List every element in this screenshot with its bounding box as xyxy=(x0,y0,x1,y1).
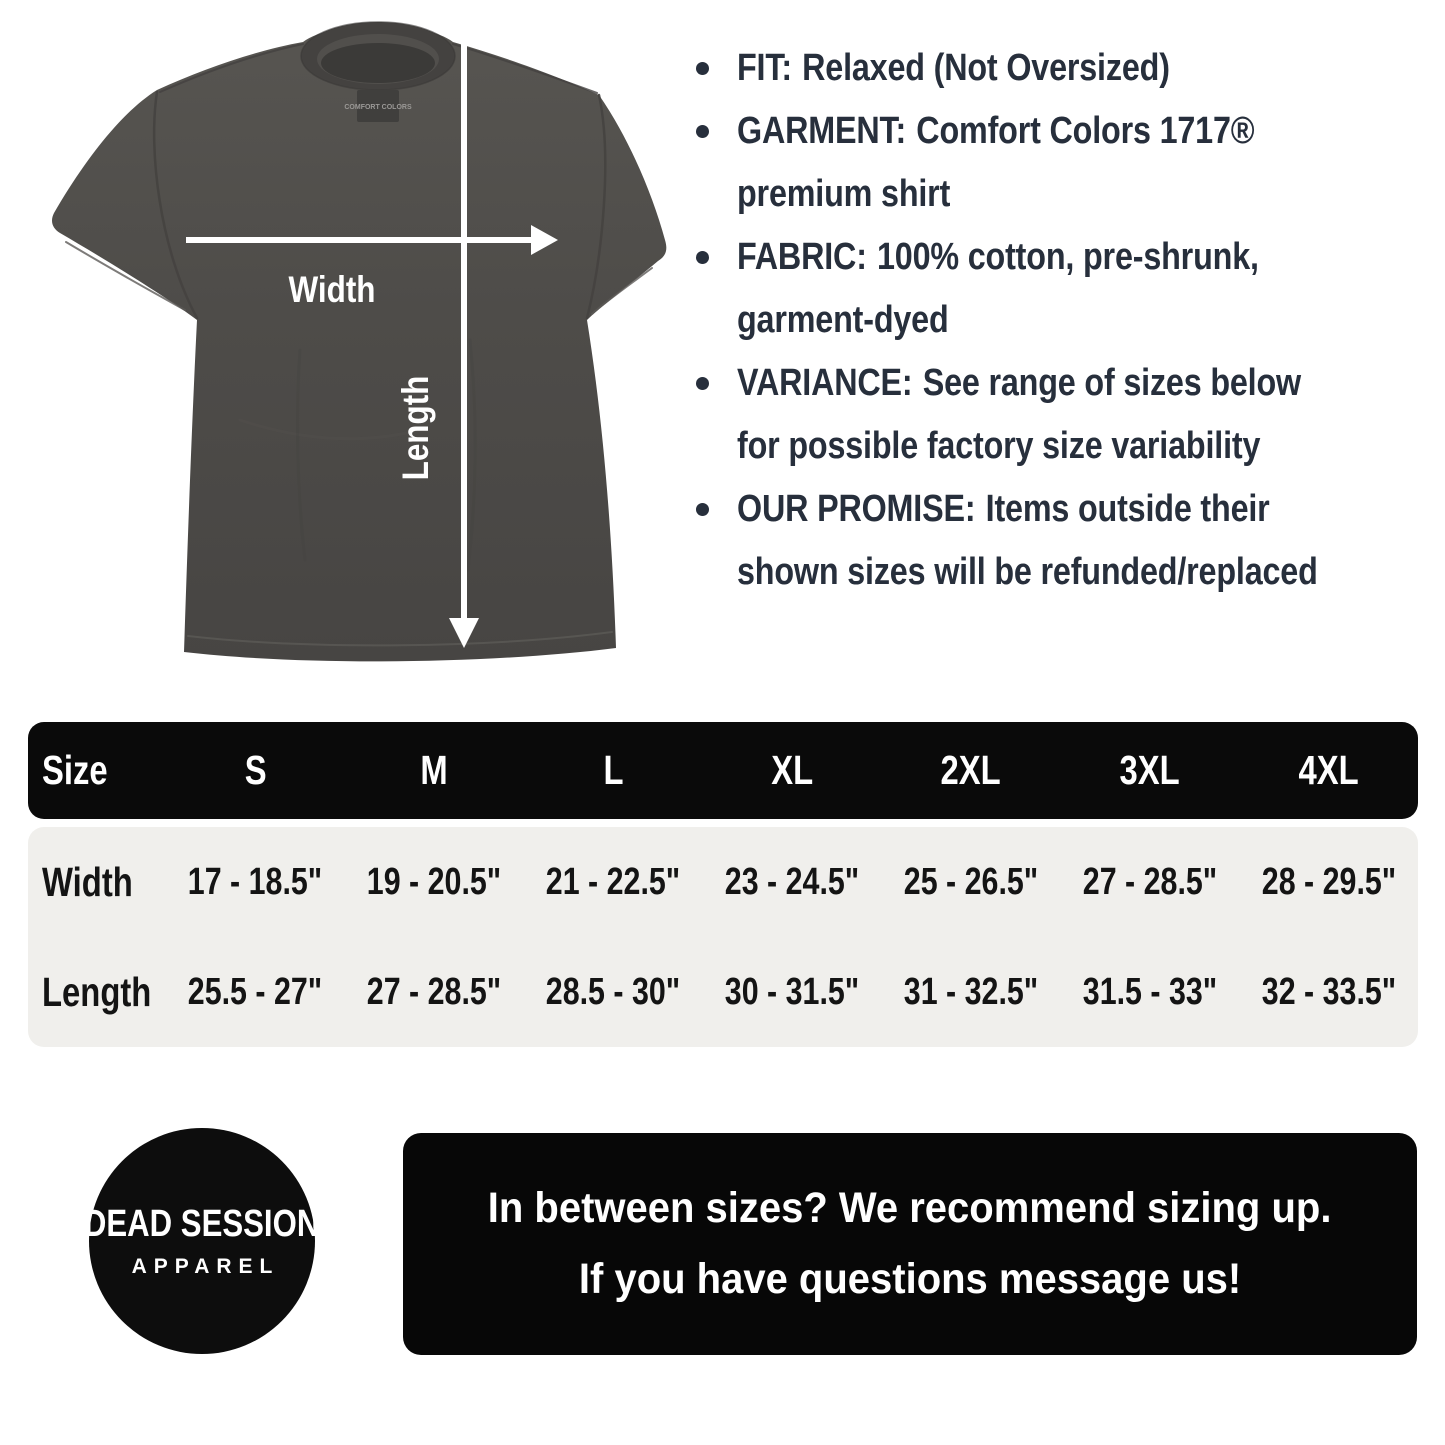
list-item xyxy=(692,100,1437,226)
table-cell: 32 - 33.5" xyxy=(1261,970,1396,1013)
bullet-icon xyxy=(696,503,709,516)
sizing-notice-box xyxy=(403,1133,1417,1355)
table-cell: 30 - 31.5" xyxy=(724,970,860,1013)
tshirt-graphic xyxy=(0,0,700,700)
column-header: Size xyxy=(42,747,108,793)
spec-label: FIT: xyxy=(737,47,792,89)
column-header: M xyxy=(420,747,448,793)
table-cell: 31 - 32.5" xyxy=(903,970,1039,1013)
size-table-body xyxy=(28,827,1418,1047)
bullet-icon xyxy=(696,377,709,390)
table-cell: 25 - 26.5" xyxy=(903,860,1039,903)
table-cell: 28 - 29.5" xyxy=(1261,860,1396,903)
spec-label: OUR PROMISE: xyxy=(737,488,976,530)
column-header: XL xyxy=(771,747,813,793)
table-cell: 27 - 28.5" xyxy=(1082,860,1217,903)
column-header: 2XL xyxy=(940,747,1001,793)
list-item xyxy=(692,352,1437,478)
product-photo xyxy=(0,0,700,700)
spec-value: Relaxed (Not Oversized) xyxy=(802,47,1170,89)
table-cell: 19 - 20.5" xyxy=(367,860,502,903)
column-header: 4XL xyxy=(1298,747,1359,793)
size-table xyxy=(28,722,1418,1047)
spec-value: Comfort Colors 1717® premium shirt xyxy=(737,110,1255,215)
spec-value: Items outside their shown sizes will be refunded/replaced xyxy=(737,488,1318,593)
notice-line: In between sizes? We recommend sizing up. xyxy=(488,1184,1332,1232)
column-header: S xyxy=(244,747,267,793)
spec-label: GARMENT: xyxy=(737,110,907,152)
collar-brand-label: COMFORT COLORS xyxy=(344,104,412,111)
size-table-header xyxy=(28,722,1418,819)
table-cell: 21 - 22.5" xyxy=(545,860,681,903)
table-cell: 25.5 - 27" xyxy=(188,970,323,1013)
spec-label: FABRIC: xyxy=(737,236,867,278)
bullet-icon xyxy=(696,62,709,75)
table-cell: 28.5 - 30" xyxy=(545,970,681,1013)
bullet-icon xyxy=(696,251,709,264)
list-item xyxy=(692,478,1437,604)
column-header: 3XL xyxy=(1119,747,1180,793)
brand-name: DEAD SESSION xyxy=(84,1203,320,1245)
spec-label: VARIANCE: xyxy=(737,362,913,404)
table-cell: 17 - 18.5" xyxy=(188,860,323,903)
notice-line: If you have questions message us! xyxy=(578,1255,1242,1303)
brand-subtitle: APPAREL xyxy=(131,1255,280,1278)
column-header: L xyxy=(603,747,624,793)
list-item xyxy=(692,226,1437,352)
spec-bullet-list xyxy=(692,37,1437,604)
table-cell: 31.5 - 33" xyxy=(1082,970,1217,1013)
list-item xyxy=(692,37,1437,100)
bullet-icon xyxy=(696,125,709,138)
length-label: Length xyxy=(395,375,437,481)
brand-logo xyxy=(84,1128,320,1354)
table-cell: 23 - 24.5" xyxy=(724,860,860,903)
spec-value: 100% cotton, pre-shrunk, garment-dyed xyxy=(737,236,1259,341)
row-label: Length xyxy=(42,968,152,1015)
row-label: Width xyxy=(42,858,133,905)
spec-value: See range of sizes below for possible factory size variability xyxy=(737,362,1302,467)
table-cell: 27 - 28.5" xyxy=(367,970,502,1013)
width-label: Width xyxy=(288,269,376,311)
